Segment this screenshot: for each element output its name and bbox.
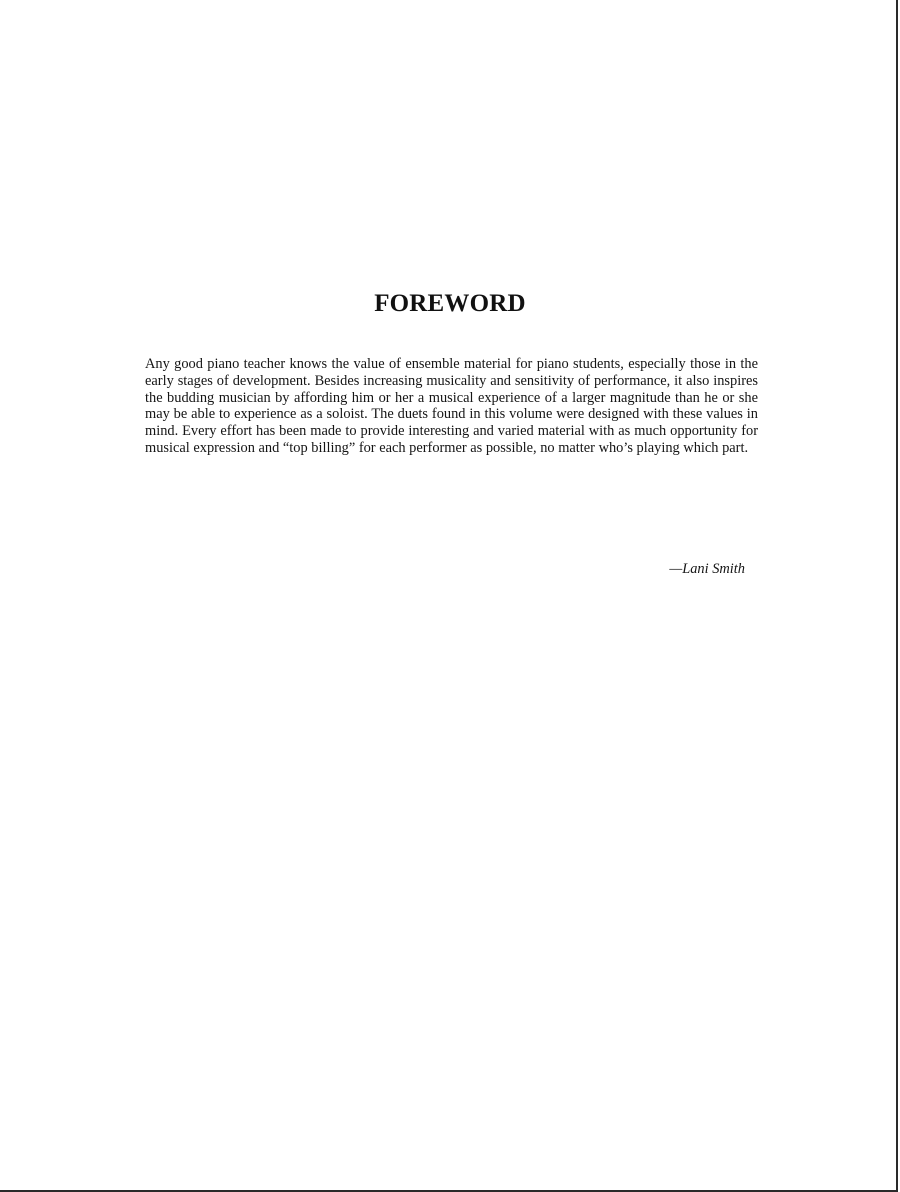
page-title: FOREWORD [374, 290, 526, 317]
foreword-paragraph: Any good piano teacher knows the value of ensemble material for piano students, especially those in the early stages of development. Besides increasing musicality and sensitivity of performance, it also inspires the budding musician by affording him or her a musical experience of a larger magnitude than he or she may be able to experience as a soloist. The duets found in this volume were designed with these values in mind. Every effort has been made to provide interesting and varied material with as much opportunity for musical expression and “top billing” for each performer as possible, no matter who’s playing which part. [145, 356, 758, 456]
author-signature: —Lani Smith [669, 561, 745, 577]
